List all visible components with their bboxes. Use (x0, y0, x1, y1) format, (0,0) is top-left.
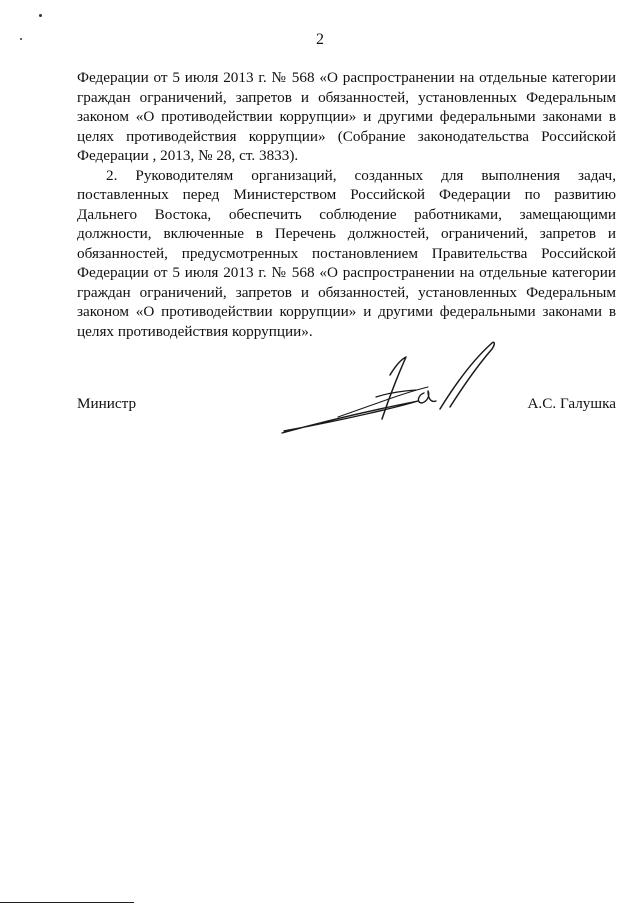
handwritten-signature (278, 335, 508, 439)
signatory-title: Министр (77, 395, 137, 412)
paragraph-continuation: Федерации от 5 июля 2013 г. № 568 «О распространении на отдельные категории граждан ограничений, запретов и обязанностей, установленных Федеральным законом «О противодействии коррупции» и другими федеральными законами в целях противодействия коррупции» (Собрание законодательства Российской Федерации , 2013, № 28, ст. 3833). (77, 69, 616, 164)
scan-artifact-dot (39, 14, 42, 17)
page-number: 2 (316, 31, 324, 48)
paragraph-item-2: 2. Руководителям организаций, созданных для выполнения задач, поставленных перед Министерством Российской Федерации по развитию Дальнего Востока, обеспечить соблюдение работниками, замещающими должности, включенные в Перечень должностей, ограничений, запретов и обязанностей, предусмотренных постановлением Правительства Российской Федерации от 5 июля 2013 г. № 568 «О распространении на отдельные категории граждан ограничений, запретов и обязанностей, установленных Федеральным законом «О противодействии коррупции» и другими федеральными законами в целях противодействия коррупции». (77, 166, 616, 340)
document-body (77, 68, 616, 341)
signature-block (77, 395, 616, 417)
footer-divider (0, 902, 134, 903)
signatory-name: А.С. Галушка (527, 395, 616, 412)
